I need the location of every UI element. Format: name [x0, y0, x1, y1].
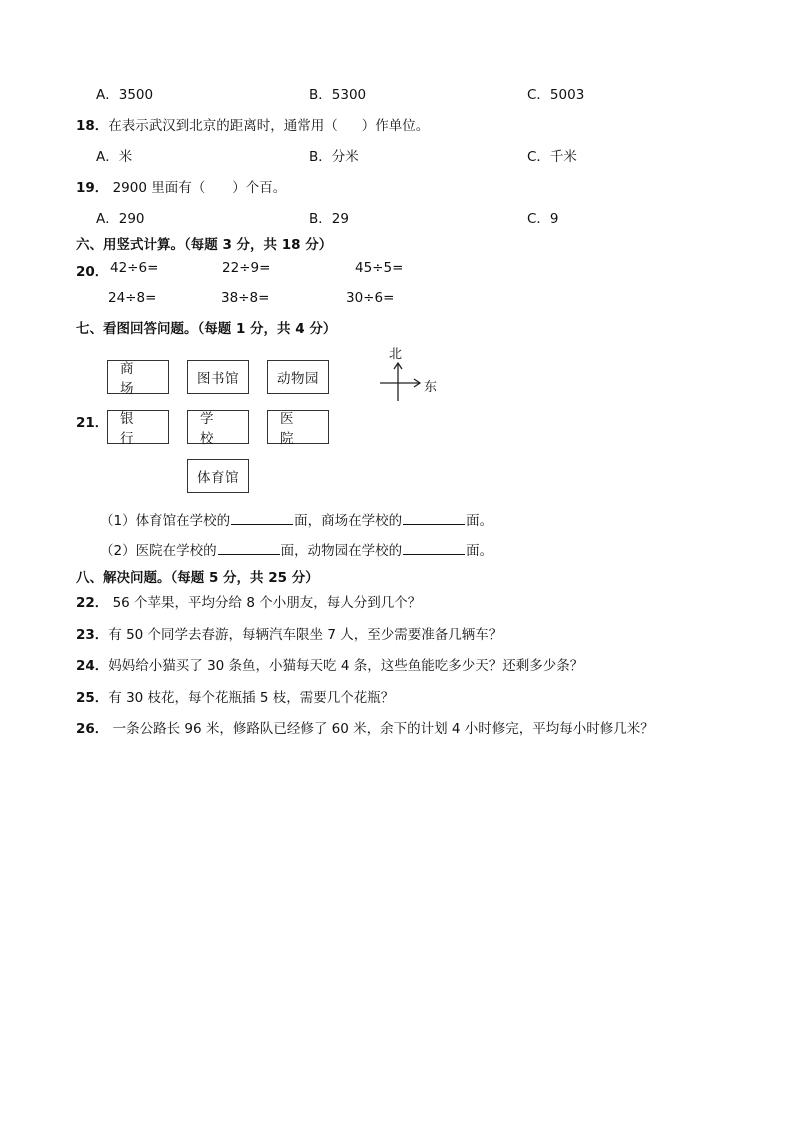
box-library: 图书馆	[187, 360, 249, 394]
q21-sub-2-blank-2[interactable]	[403, 540, 465, 555]
q26-text: 一条公路长 96 米，修路队已经修了 60 米，余下的计划 4 小时修完，平均每小时修几米？	[108, 721, 654, 737]
q25-number: 25．	[76, 690, 109, 706]
q21-sub-1-part-b: 面，商场在学校的	[294, 513, 403, 529]
q20-expr-3: 45÷5=	[355, 260, 404, 276]
q20-expr-4: 24÷8=	[108, 290, 157, 306]
q19-option-a: A．290	[96, 211, 145, 227]
section-8-title: 八、解决问题。（每题 5 分，共 25 分）	[76, 570, 319, 586]
compass	[380, 343, 450, 405]
q26-number: 26．	[76, 721, 109, 737]
q19-question	[76, 176, 286, 196]
box-school: 学校	[187, 410, 249, 444]
compass-east-label: 东	[424, 380, 438, 395]
q26-problem	[76, 717, 654, 737]
q20-expr-6: 30÷6=	[346, 290, 395, 306]
q21-sub-2	[100, 539, 493, 559]
box-hospital: 医院	[267, 410, 329, 444]
q18-option-c: C．千米	[527, 149, 577, 165]
box-gymnasium: 体育馆	[187, 459, 249, 493]
q21-sub-1-part-c: 面。	[466, 513, 494, 529]
q19-option-b: B．29	[309, 211, 349, 227]
q18-number: 18．	[76, 118, 109, 134]
q23-number: 23．	[76, 627, 109, 643]
q24-number: 24．	[76, 658, 109, 674]
q20-expr-1: 42÷6=	[110, 260, 159, 276]
q19-text: 2900 里面有（ ）个百。	[108, 180, 287, 196]
q22-problem	[76, 591, 421, 611]
q20-expr-5: 38÷8=	[221, 290, 270, 306]
q24-problem	[76, 654, 583, 674]
q19-option-c: C．9	[527, 211, 559, 227]
q21-number: 21．	[76, 415, 109, 431]
q22-number: 22．	[76, 595, 109, 611]
box-zoo: 动物园	[267, 360, 329, 394]
q20-expr-2: 22÷9=	[222, 260, 271, 276]
q25-text: 有 30 枝花，每个花瓶插 5 枝，需要几个花瓶？	[108, 690, 395, 706]
q18-text-before: 在表示武汉到北京的距离时，通常用（	[108, 118, 338, 134]
q18-option-a: A．米	[96, 149, 133, 165]
q23-problem	[76, 623, 502, 643]
q21-sub-1-part-a: （1）体育馆在学校的	[100, 513, 231, 529]
q17-option-b: B．5300	[309, 87, 367, 103]
q21-sub-1-blank-1[interactable]	[231, 510, 293, 525]
q21-sub-2-blank-1[interactable]	[218, 540, 280, 555]
q21-sub-2-part-c: 面。	[466, 543, 494, 559]
q22-text: 56 个苹果，平均分给 8 个小朋友，每人分到几个？	[108, 595, 422, 611]
q21-sub-1-blank-2[interactable]	[403, 510, 465, 525]
q25-problem	[76, 686, 394, 706]
q23-text: 有 50 个同学去春游，每辆汽车限坐 7 人，至少需要准备几辆车？	[108, 627, 503, 643]
q17-option-a: A．3500	[96, 87, 154, 103]
box-shopping-mall: 商 场	[107, 360, 169, 394]
q18-question	[76, 114, 429, 134]
q17-option-c: C．5003	[527, 87, 585, 103]
q19-number: 19．	[76, 180, 109, 196]
q18-text-after: ）作单位。	[361, 118, 430, 134]
q21-sub-2-part-a: （2）医院在学校的	[100, 543, 217, 559]
q18-option-b: B．分米	[309, 149, 359, 165]
q24-text: 妈妈给小猫买了 30 条鱼，小猫每天吃 4 条，这些鱼能吃多少天？还剩多少条？	[108, 658, 584, 674]
q21-sub-2-part-b: 面，动物园在学校的	[280, 543, 403, 559]
q20-number: 20．	[76, 264, 109, 280]
section-7-title: 七、看图回答问题。（每题 1 分，共 4 分）	[76, 321, 337, 337]
compass-north-label: 北	[389, 347, 403, 362]
q21-sub-1	[100, 509, 493, 529]
box-bank: 银行	[107, 410, 169, 444]
section-6-title: 六、用竖式计算。（每题 3 分，共 18 分）	[76, 237, 333, 253]
